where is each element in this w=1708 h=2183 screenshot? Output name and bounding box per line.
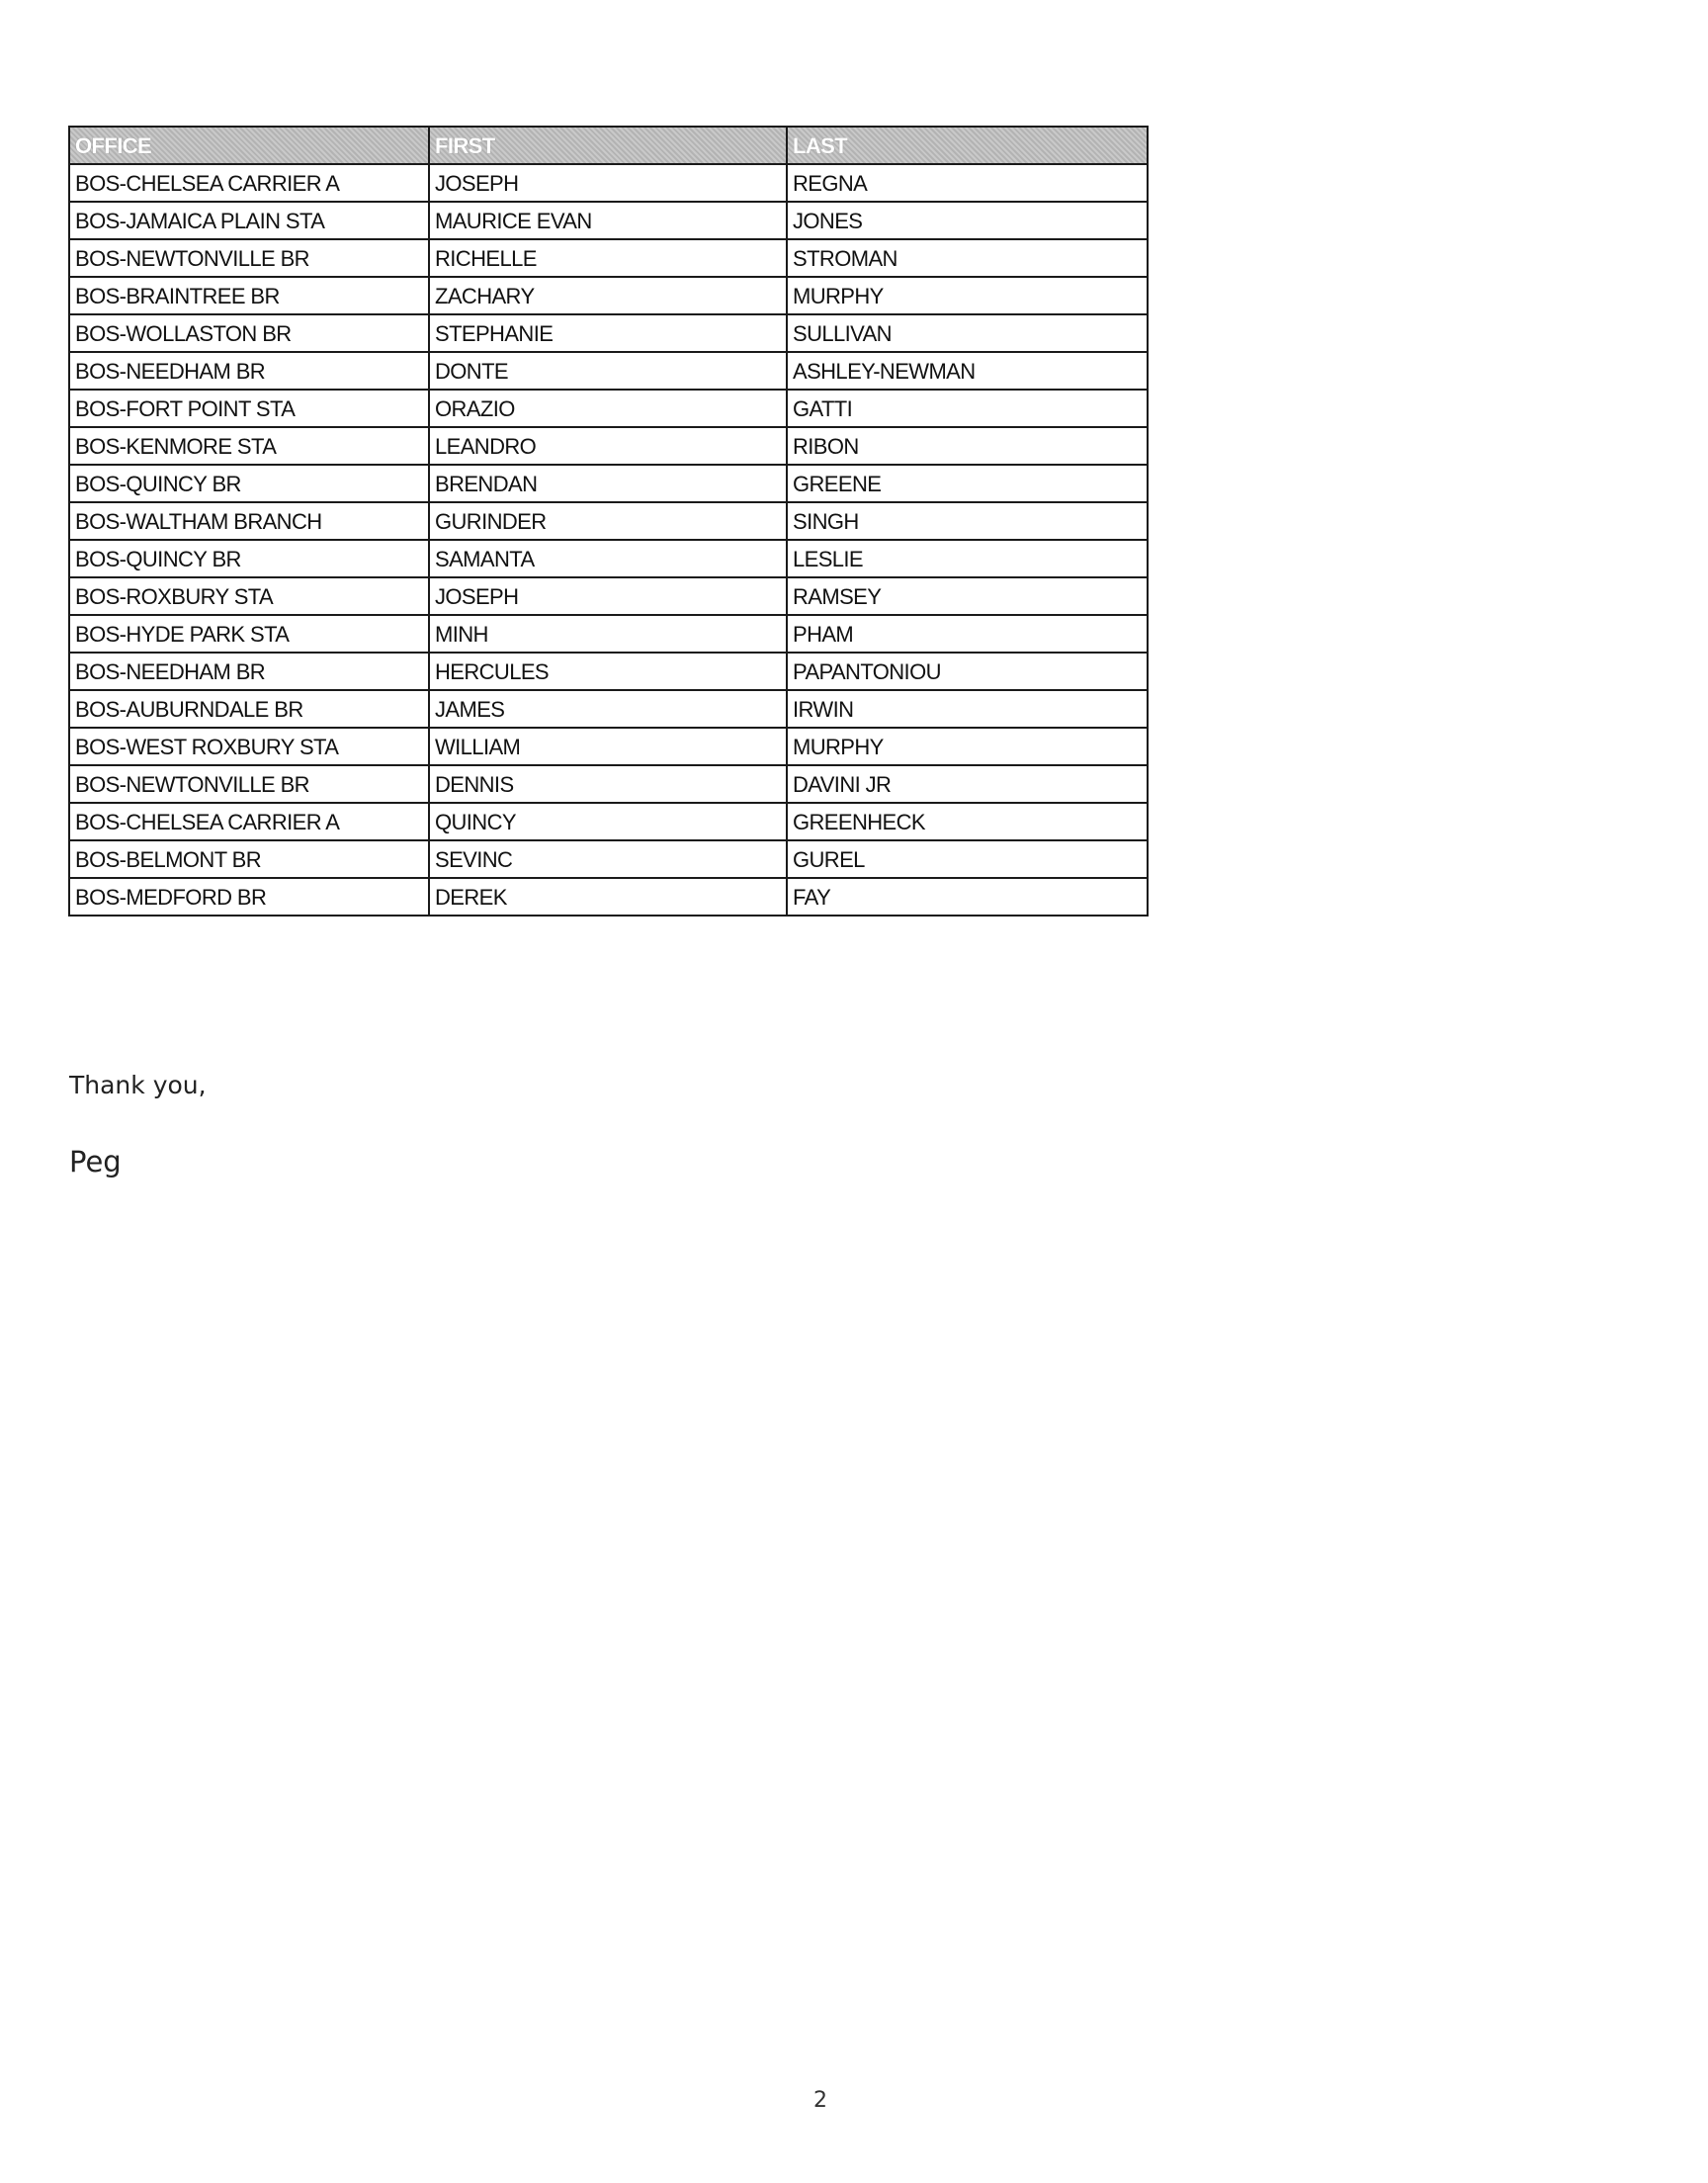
cell-office: BOS-FORT POINT STA [69,390,429,427]
cell-first: STEPHANIE [429,314,787,352]
cell-office: BOS-WALTHAM BRANCH [69,502,429,540]
cell-last: DAVINI JR [787,765,1148,803]
table-row [69,690,1148,728]
cell-last: LESLIE [787,540,1148,577]
table-row [69,202,1148,239]
cell-office: BOS-NEEDHAM BR [69,352,429,390]
cell-last: GUREL [787,840,1148,878]
cell-first: MINH [429,615,787,653]
cell-office: BOS-NEWTONVILLE BR [69,239,429,277]
header-row [69,127,1148,164]
table-row [69,314,1148,352]
table-row [69,840,1148,878]
table-row [69,615,1148,653]
cell-first: JOSEPH [429,577,787,615]
cell-office: BOS-CHELSEA CARRIER A [69,164,429,202]
table-row [69,803,1148,840]
cell-office: BOS-QUINCY BR [69,540,429,577]
table-body [69,164,1148,916]
cell-last: FAY [787,878,1148,916]
cell-last: ASHLEY-NEWMAN [787,352,1148,390]
cell-first: ZACHARY [429,277,787,314]
header-last: LAST [787,127,1148,164]
closing-line: Thank you, [69,1071,207,1099]
cell-first: WILLIAM [429,728,787,765]
table-row [69,277,1148,314]
table-header [69,127,1148,164]
cell-office: BOS-KENMORE STA [69,427,429,465]
table-row [69,728,1148,765]
cell-last: SULLIVAN [787,314,1148,352]
cell-last: STROMAN [787,239,1148,277]
table-row [69,540,1148,577]
cell-first: SEVINC [429,840,787,878]
cell-last: PHAM [787,615,1148,653]
table-row [69,164,1148,202]
table-row [69,765,1148,803]
employee-table [68,126,1149,917]
signature-name: Peg [69,1145,122,1179]
page-number: 2 [813,2088,827,2113]
cell-first: ORAZIO [429,390,787,427]
cell-last: MURPHY [787,277,1148,314]
cell-last: MURPHY [787,728,1148,765]
cell-last: GREENE [787,465,1148,502]
cell-office: BOS-ROXBURY STA [69,577,429,615]
table-row [69,653,1148,690]
table-row [69,239,1148,277]
cell-first: QUINCY [429,803,787,840]
cell-office: BOS-AUBURNDALE BR [69,690,429,728]
cell-last: IRWIN [787,690,1148,728]
cell-office: BOS-WEST ROXBURY STA [69,728,429,765]
cell-first: RICHELLE [429,239,787,277]
cell-office: BOS-BELMONT BR [69,840,429,878]
cell-office: BOS-NEEDHAM BR [69,653,429,690]
table-row [69,502,1148,540]
table-row [69,427,1148,465]
table-row [69,352,1148,390]
cell-last: RIBON [787,427,1148,465]
header-first: FIRST [429,127,787,164]
cell-last: REGNA [787,164,1148,202]
table-row [69,465,1148,502]
cell-first: MAURICE EVAN [429,202,787,239]
cell-office: BOS-QUINCY BR [69,465,429,502]
cell-first: HERCULES [429,653,787,690]
cell-office: BOS-NEWTONVILLE BR [69,765,429,803]
cell-office: BOS-CHELSEA CARRIER A [69,803,429,840]
cell-first: DENNIS [429,765,787,803]
cell-last: JONES [787,202,1148,239]
cell-first: LEANDRO [429,427,787,465]
cell-first: JAMES [429,690,787,728]
cell-office: BOS-MEDFORD BR [69,878,429,916]
cell-last: RAMSEY [787,577,1148,615]
cell-office: BOS-BRAINTREE BR [69,277,429,314]
cell-office: BOS-WOLLASTON BR [69,314,429,352]
cell-office: BOS-HYDE PARK STA [69,615,429,653]
header-office: OFFICE [69,127,429,164]
table-row [69,390,1148,427]
table-row [69,878,1148,916]
cell-first: DONTE [429,352,787,390]
cell-last: GATTI [787,390,1148,427]
table-row [69,577,1148,615]
cell-last: PAPANTONIOU [787,653,1148,690]
cell-first: GURINDER [429,502,787,540]
cell-first: DEREK [429,878,787,916]
cell-last: GREENHECK [787,803,1148,840]
cell-first: SAMANTA [429,540,787,577]
cell-first: JOSEPH [429,164,787,202]
cell-last: SINGH [787,502,1148,540]
cell-first: BRENDAN [429,465,787,502]
cell-office: BOS-JAMAICA PLAIN STA [69,202,429,239]
